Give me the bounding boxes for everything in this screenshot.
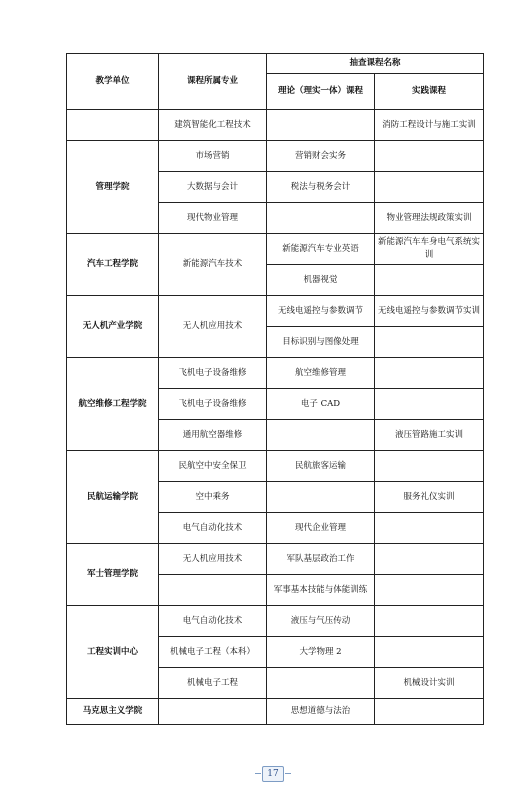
unit-cell: 工程实训中心 — [67, 606, 159, 699]
course-table — [66, 53, 484, 725]
major-cell: 建筑智能化工程技术 — [159, 110, 267, 141]
unit-cell: 航空维修工程学院 — [67, 358, 159, 451]
practice-cell: 机械设计实训 — [375, 668, 484, 699]
major-cell: 无人机应用技术 — [159, 296, 267, 358]
theory-cell — [267, 203, 375, 234]
major-cell: 现代物业管理 — [159, 203, 267, 234]
unit-cell: 军士管理学院 — [67, 544, 159, 606]
theory-cell: 军事基本技能与体能训练 — [267, 575, 375, 606]
major-cell: 新能源汽车技术 — [159, 234, 267, 296]
theory-cell: 思想道德与法治 — [267, 699, 375, 725]
practice-cell — [375, 606, 484, 637]
header-group: 抽查课程名称 — [267, 54, 484, 74]
theory-cell: 民航旅客运输 — [267, 451, 375, 482]
practice-cell: 无线电遥控与参数调节实训 — [375, 296, 484, 327]
header-major: 课程所属专业 — [159, 54, 267, 110]
practice-cell — [375, 141, 484, 172]
major-cell: 大数据与会计 — [159, 172, 267, 203]
major-cell: 通用航空器维修 — [159, 420, 267, 451]
major-cell: 机械电子工程（本科） — [159, 637, 267, 668]
theory-cell: 电子 CAD — [267, 389, 375, 420]
theory-cell — [267, 420, 375, 451]
table-row — [67, 699, 484, 725]
theory-cell: 新能源汽车专业英语 — [267, 234, 375, 265]
practice-cell — [375, 575, 484, 606]
unit-cell: 民航运输学院 — [67, 451, 159, 544]
practice-cell — [375, 358, 484, 389]
table-row — [67, 110, 484, 141]
theory-cell — [267, 668, 375, 699]
practice-cell: 消防工程设计与施工实训 — [375, 110, 484, 141]
major-cell: 机械电子工程 — [159, 668, 267, 699]
theory-cell: 机器视觉 — [267, 265, 375, 296]
table-row — [67, 544, 484, 575]
page-number: 17 — [262, 766, 284, 782]
practice-cell — [375, 637, 484, 668]
unit-cell: 马克思主义学院 — [67, 699, 159, 725]
table-row — [67, 296, 484, 327]
major-cell: 电气自动化技术 — [159, 513, 267, 544]
unit-cell-empty — [67, 110, 159, 141]
theory-cell: 税法与税务会计 — [267, 172, 375, 203]
major-cell — [159, 699, 267, 725]
major-cell — [159, 575, 267, 606]
table-row — [67, 358, 484, 389]
theory-cell: 液压与气压传动 — [267, 606, 375, 637]
theory-cell: 军队基层政治工作 — [267, 544, 375, 575]
table-row — [67, 451, 484, 482]
practice-cell — [375, 513, 484, 544]
unit-cell: 汽车工程学院 — [67, 234, 159, 296]
theory-cell: 现代企业管理 — [267, 513, 375, 544]
practice-cell: 新能源汽车车身电气系统实训 — [375, 234, 484, 265]
theory-cell: 航空维修管理 — [267, 358, 375, 389]
practice-cell: 液压管路施工实训 — [375, 420, 484, 451]
practice-cell — [375, 389, 484, 420]
header-row — [67, 54, 484, 74]
theory-cell: 大学物理 2 — [267, 637, 375, 668]
unit-cell: 管理学院 — [67, 141, 159, 234]
major-cell: 民航空中安全保卫 — [159, 451, 267, 482]
unit-cell: 无人机产业学院 — [67, 296, 159, 358]
theory-cell: 营销财会实务 — [267, 141, 375, 172]
major-cell: 电气自动化技术 — [159, 606, 267, 637]
table-row — [67, 234, 484, 265]
theory-cell — [267, 482, 375, 513]
practice-cell — [375, 327, 484, 358]
theory-cell — [267, 110, 375, 141]
header-practice: 实践课程 — [375, 74, 484, 110]
major-cell: 空中乘务 — [159, 482, 267, 513]
practice-cell — [375, 451, 484, 482]
theory-cell: 无线电遥控与参数调节 — [267, 296, 375, 327]
major-cell: 飞机电子设备维修 — [159, 358, 267, 389]
practice-cell — [375, 699, 484, 725]
header-unit: 教学单位 — [67, 54, 159, 110]
practice-cell — [375, 172, 484, 203]
practice-cell: 服务礼仪实训 — [375, 482, 484, 513]
header-theory: 理论（理实一体）课程 — [267, 74, 375, 110]
practice-cell — [375, 265, 484, 296]
table-row — [67, 141, 484, 172]
table-row — [67, 606, 484, 637]
practice-cell: 物业管理法规政策实训 — [375, 203, 484, 234]
major-cell: 无人机应用技术 — [159, 544, 267, 575]
practice-cell — [375, 544, 484, 575]
major-cell: 飞机电子设备维修 — [159, 389, 267, 420]
major-cell: 市场营销 — [159, 141, 267, 172]
theory-cell: 目标识别与图像处理 — [267, 327, 375, 358]
